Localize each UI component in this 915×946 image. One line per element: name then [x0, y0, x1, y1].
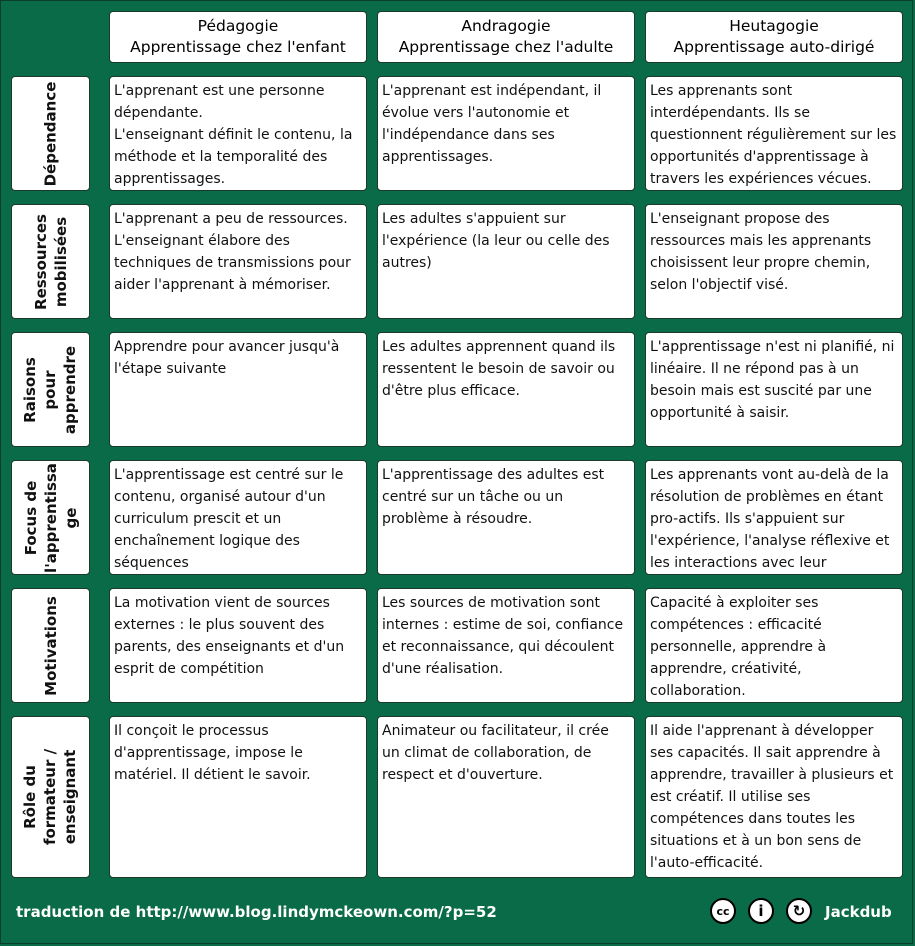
- row-label: [11, 460, 90, 575]
- table-cell: [645, 204, 903, 319]
- table-cell: [109, 204, 367, 319]
- cell-text: Les apprenants vont au-delà de la résolution de problèmes en étant pro-actifs. Ils s'appuient sur l'expérience, l'analyse réflexive et les interactions avec leur: [650, 467, 890, 571]
- row-label-line: Rôle du: [21, 765, 40, 829]
- cell-text: Les sources de motivation sont internes : estime de soi, confiance et reconnaissance, qui découlent d'une réalisation.: [382, 595, 624, 677]
- cell-text: Animateur ou facilitateur, il crée un climat de collaboration, de respect et d'ouverture.: [382, 723, 609, 783]
- cell-text: L'apprentissage est centré sur le contenu, organisé autour d'un curriculum prescit et un enchaînement logique des séquences: [114, 467, 344, 571]
- column-header-pedagogie: [109, 11, 367, 63]
- attribution-icon: i: [748, 898, 774, 924]
- author-name: Jackdub: [825, 903, 892, 921]
- row-label-line: Motivations: [41, 595, 60, 696]
- row-label-line: apprendre: [61, 345, 80, 434]
- table-cell: [645, 588, 903, 703]
- row-label-line: pour: [41, 369, 60, 410]
- share-alike-icon: ↻: [786, 898, 812, 924]
- creative-commons-icon: cc: [710, 898, 736, 924]
- row-label-line: Focus de: [21, 480, 40, 555]
- row-label: [11, 588, 90, 703]
- column-title: Heutagogie: [729, 17, 819, 35]
- cell-text: L'apprenant a peu de ressources.: [114, 211, 348, 227]
- column-subtitle: Apprentissage auto-dirigé: [673, 38, 875, 56]
- column-title: Pédagogie: [197, 17, 279, 35]
- table-cell: [377, 588, 635, 703]
- table-cell: [109, 588, 367, 703]
- row-label: [11, 332, 90, 447]
- cell-text: L'enseignant élabore des techniques de transmissions pour aider l'apprenant à mémoriser.: [114, 233, 351, 293]
- cell-text: L'apprentissage n'est ni planifié, ni linéaire. Il ne répond pas à un besoin mais est suscité par une opportunité à saisir.: [650, 339, 895, 421]
- cell-text: Il conçoit le processus d'apprentissage, impose le matériel. Il détient le savoir.: [114, 723, 311, 783]
- row-label-line: Dépendance: [41, 81, 60, 186]
- row-label-line: ge: [61, 507, 80, 528]
- column-header-heutagogie: [645, 11, 903, 63]
- cell-text: Les adultes apprennent quand ils ressentent le besoin de savoir ou d'être plus efficace.: [382, 339, 616, 399]
- cell-text: L'enseignant propose des ressources mais les apprenants choisissent leur propre chemin, selon l'objectif visé.: [650, 211, 872, 293]
- table-cell: [645, 460, 903, 575]
- column-subtitle: Apprentissage chez l'adulte: [398, 38, 614, 56]
- cell-text: L'apprenant est indépendant, il évolue vers l'autonomie et l'indépendance dans ses apprentissages.: [382, 83, 602, 165]
- table-cell: [109, 76, 367, 191]
- row-label: [11, 716, 90, 878]
- cell-text: Apprendre pour avancer jusqu'à l'étape suivante: [114, 339, 340, 377]
- table-cell: [377, 332, 635, 447]
- table-cell: [645, 332, 903, 447]
- cell-text: Il aide l'apprenant à développer ses capacités. Il sait apprendre à apprendre, travailler à plusieurs et est créatif. Il utilise ses compétences dans toutes les situations et à un bon sens de l'auto-efficacité.: [650, 723, 894, 871]
- row-label-line: mobilisées: [51, 216, 70, 307]
- table-cell: [377, 716, 635, 878]
- cell-text: Capacité à exploiter ses compétences : efficacité personnelle, apprendre à apprendre, créativité, collaboration.: [650, 595, 827, 699]
- table-cell: [109, 460, 367, 575]
- cell-text: L'enseignant définit le contenu, la méthode et la temporalité des apprentissages.: [114, 127, 353, 187]
- row-label-line: formateur /: [41, 748, 60, 846]
- column-title: Andragogie: [461, 17, 551, 35]
- row-label: [11, 204, 90, 319]
- cell-text: Les adultes s'appuient sur l'expérience (la leur ou celle des autres): [382, 211, 610, 271]
- table-cell: [109, 332, 367, 447]
- table-cell: [377, 204, 635, 319]
- cell-text: L'apprentissage des adultes est centré sur un tâche ou un problème à résoudre.: [382, 467, 605, 527]
- column-subtitle: Apprentissage chez l'enfant: [130, 38, 346, 56]
- row-label-line: Raisons: [21, 356, 40, 423]
- row-label-line: enseignant: [61, 749, 80, 845]
- source-credit: traduction de http://www.blog.lindymckeown.com/?p=52: [16, 903, 497, 921]
- cell-text: Les apprenants sont interdépendants. Ils se questionnent régulièrement sur les opportunités d'apprentissage à travers les expériences vécues.: [650, 83, 897, 187]
- row-label: [11, 76, 90, 191]
- column-header-andragogie: [377, 11, 635, 63]
- row-label-line: l'apprentissa: [41, 462, 60, 573]
- cell-text: L'apprenant est une personne dépendante.: [114, 83, 325, 121]
- row-label-line: Ressources: [31, 213, 50, 310]
- cell-text: La motivation vient de sources externes : le plus souvent des parents, des enseignants et d'un esprit de compétition: [114, 595, 345, 677]
- table-cell: [645, 76, 903, 191]
- table-cell: [377, 76, 635, 191]
- table-cell: [645, 716, 903, 878]
- table-cell: [109, 716, 367, 878]
- table-cell: [377, 460, 635, 575]
